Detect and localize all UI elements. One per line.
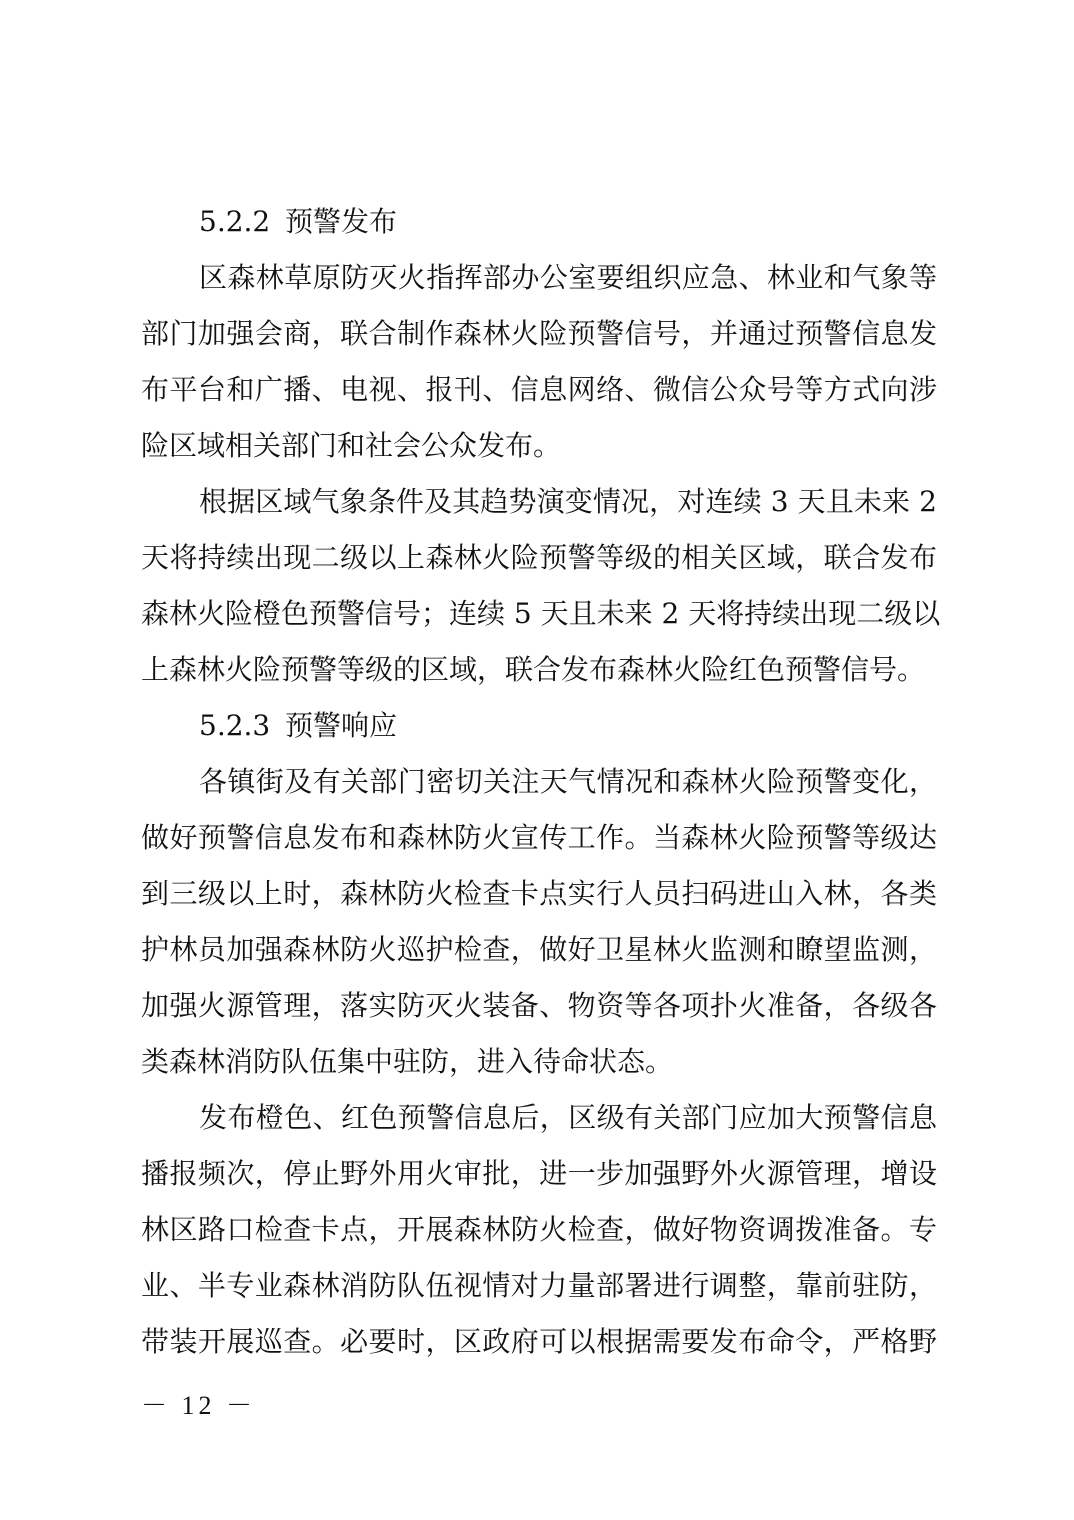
section-number: 5.2.2: [199, 205, 271, 238]
text-line: 天将持续出现二级以上森林火险预警等级的相关区域，联合发布: [141, 541, 937, 574]
text-line: 根据区域气象条件及其趋势演变情况，对连续 3 天且未来 2: [199, 485, 937, 518]
text-line: 护林员加强森林防火巡护检查，做好卫星林火监测和瞭望监测，: [141, 933, 937, 966]
paragraph: [141, 254, 937, 478]
text-line: 带装开展巡查。必要时，区政府可以根据需要发布命令，严格野: [141, 1325, 937, 1358]
section-heading-5-2-2: [141, 198, 937, 254]
text-line: 类森林消防队伍集中驻防，进入待命状态。: [141, 1045, 674, 1078]
paragraph: [141, 758, 937, 1094]
text-line: 森林火险橙色预警信号；连续 5 天且未来 2 天将持续出现二级以: [141, 597, 941, 630]
text-line: 上森林火险预警等级的区域，联合发布森林火险红色预警信号。: [141, 653, 926, 686]
section-title: 预警响应: [285, 709, 398, 742]
text-line: 播报频次，停止野外用火审批，进一步加强野外火源管理，增设: [141, 1157, 937, 1190]
section-number: 5.2.3: [199, 709, 271, 742]
paragraph: [141, 478, 941, 702]
text-line: 做好预警信息发布和森林防火宣传工作。当森林火险预警等级达: [141, 821, 937, 854]
text-line: 各镇街及有关部门密切关注天气情况和森林火险预警变化，: [199, 765, 937, 798]
paragraph: [141, 1094, 937, 1374]
text-line: 业、半专业森林消防队伍视情对力量部署进行调整，靠前驻防，: [141, 1269, 937, 1302]
text-line: 到三级以上时，森林防火检查卡点实行人员扫码进山入林，各类: [141, 877, 937, 910]
document-body: [141, 198, 941, 1374]
section-title: 预警发布: [285, 205, 398, 238]
page-number: － 12 －: [141, 1391, 257, 1420]
text-line: 险区域相关部门和社会公众发布。: [141, 429, 562, 462]
text-line: 区森林草原防灭火指挥部办公室要组织应急、林业和气象等: [199, 261, 937, 294]
text-line: 部门加强会商，联合制作森林火险预警信号，并通过预警信息发: [141, 317, 937, 350]
text-line: 加强火源管理，落实防灭火装备、物资等各项扑火准备，各级各: [141, 989, 937, 1022]
text-line: 布平台和广播、电视、报刊、信息网络、微信公众号等方式向涉: [141, 373, 937, 406]
section-heading-5-2-3: [141, 702, 937, 758]
text-line: 发布橙色、红色预警信息后，区级有关部门应加大预警信息: [199, 1101, 937, 1134]
text-line: 林区路口检查卡点，开展森林防火检查，做好物资调拨准备。专: [141, 1213, 937, 1246]
